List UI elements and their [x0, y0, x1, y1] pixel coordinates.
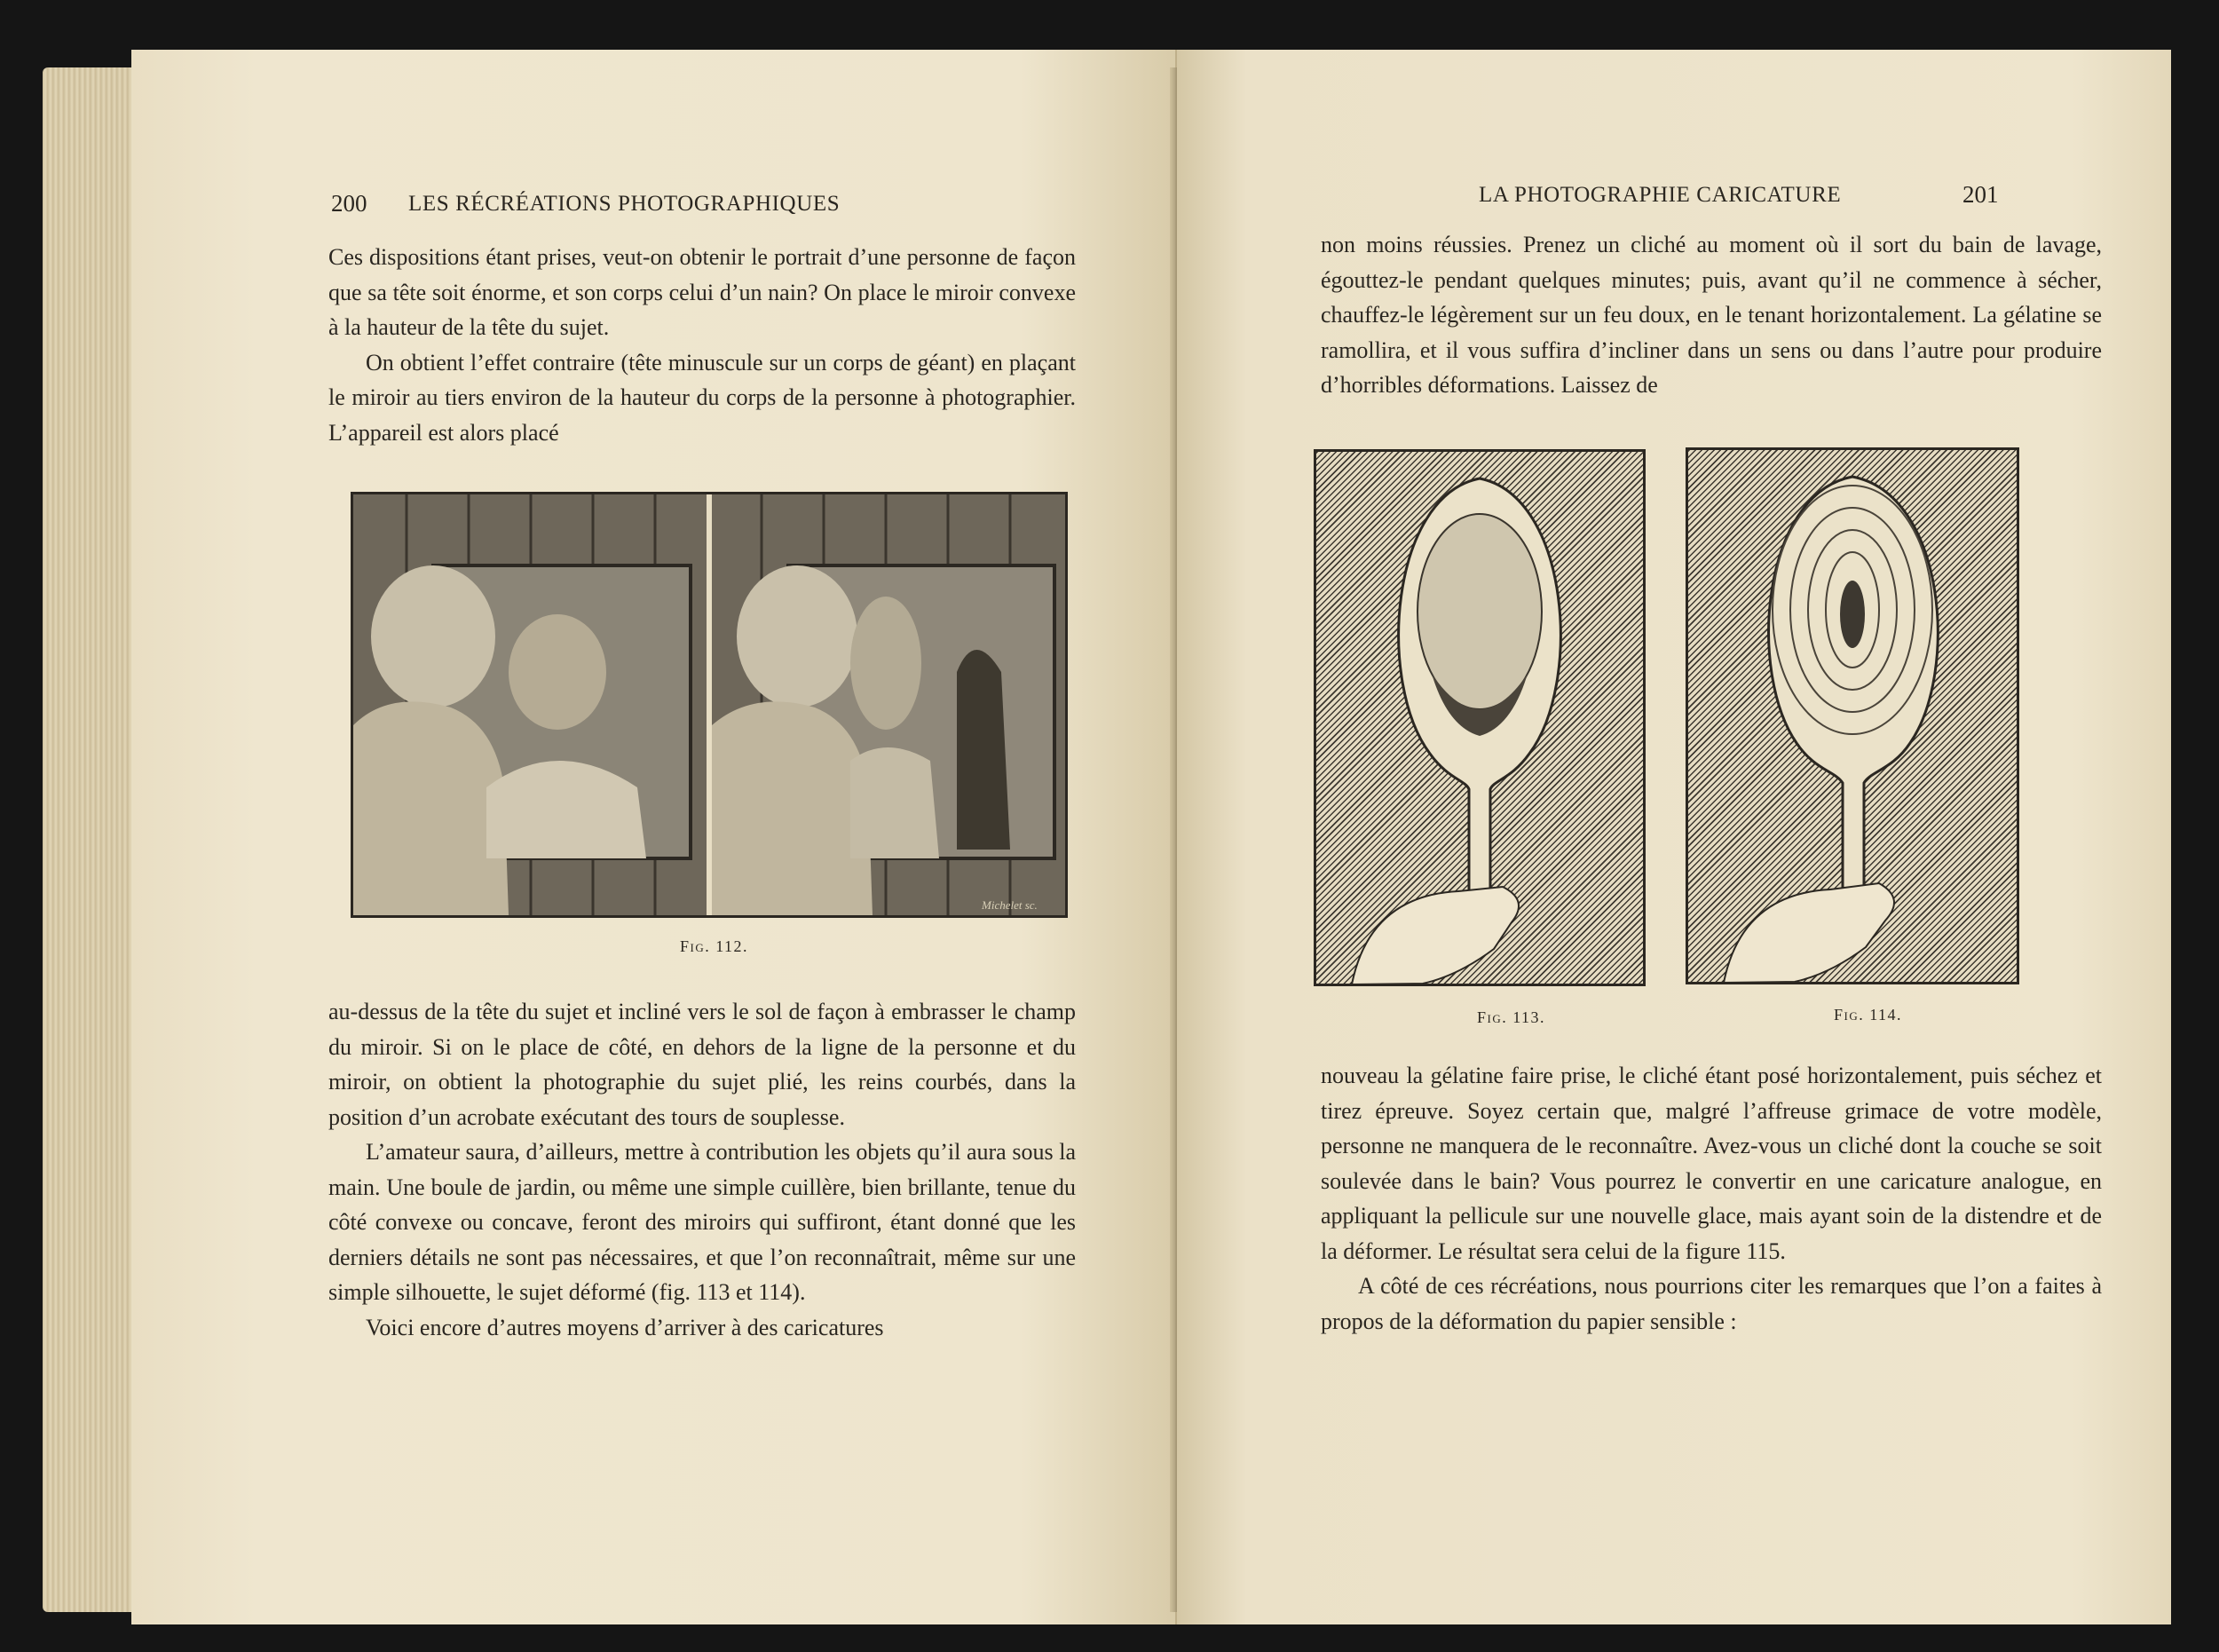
left-text-top [328, 240, 1076, 450]
figure-112-photograph [351, 492, 1068, 918]
figure-signature: Michelet sc. [982, 898, 1038, 912]
left-page [131, 50, 1177, 1624]
paragraph: non moins réussies. Prenez un cliché au moment où il sort du bain de lavage, égouttez-le pendant quelques minutes; puis, avant qu’il ne commence à sécher, chauffez-le légèrement sur un feu doux, en le tenant horizontalement. La gélatine se ramollira, et il vous suffira d’incliner dans un sens ou dans l’autre pour produire d’horribles déformations. Laissez de [1321, 232, 2102, 398]
spoon-convex-illustration [1316, 452, 1643, 984]
figure-113-caption: Fig. 113. [1477, 1008, 1546, 1026]
right-page-number: 201 [1962, 181, 1999, 208]
paragraph: Ces dispositions étant prises, veut-on obtenir le portrait d’une personne de façon que sa tête soit énorme, et son corps celui d’un nain? On place le miroir convexe à la hauteur de la tête du sujet. [328, 244, 1076, 340]
paragraph: nouveau la gélatine faire prise, le cliché étant posé horizontalement, puis séchez et tirez épreuve. Soyez certain que, malgré l’affreuse grimace de votre modèle, personne ne manquera de le reconnaître. Avez-vous un cliché dont la couche se soit soulevée dans le bain? Vous pourrez le convertir en une caricature analogue, en appliquant la pellicule sur une nouvelle glace, mais ayant soin de la distendre et de la déformer. Le résultat sera celui de la figure 115. [1321, 1063, 2102, 1264]
figure-114-caption: Fig. 114. [1834, 1006, 1903, 1024]
paragraph: Voici encore d’autres moyens d’arriver à des caricatures [366, 1314, 884, 1340]
open-book [43, 50, 2171, 1624]
figure-112-caption: Fig. 112. [680, 937, 749, 955]
spoon-concave-illustration [1688, 450, 2017, 982]
right-running-head: LA PHOTOGRAPHIE CARICATURE [1479, 183, 1842, 207]
paragraph: A côté de ces récréations, nous pourrions citer les remarques que l’on a faites à propos de la déformation du papier sensible : [1321, 1273, 2102, 1334]
figure-114-engraving [1686, 447, 2019, 984]
paragraph: L’amateur saura, d’ailleurs, mettre à contribution les objets qu’il aura sous la main. Une boule de jardin, ou même une simple cuillère, bien brillante, tenue du côté convexe ou concave, feront des miroirs qui suffiront, étant donné que les derniers détails ne sont pas nécessaires, et que l’on reconnaîtrait, même sur une simple silhouette, le sujet déformé (fig. 113 et 114). [328, 1139, 1076, 1305]
right-page [1177, 50, 2171, 1624]
bust-mirror-illustration [353, 494, 1065, 915]
paragraph: On obtient l’effet contraire (tête minuscule sur un corps de géant) en plaçant le miroir au tiers environ de la hauteur du corps de la personne à photographier. L’appareil est alors placé [328, 349, 1076, 446]
left-running-head: LES RÉCRÉATIONS PHOTOGRAPHIQUES [408, 192, 841, 216]
right-text-bottom [1321, 1058, 2102, 1339]
right-text-top [1321, 227, 2102, 403]
paragraph: au-dessus de la tête du sujet et incliné vers le sol de façon à embrasser le champ du miroir. Si on le place de côté, en dehors de la ligne de la personne et du miroir, on obtient la photographie du sujet plié, les reins courbés, dans la position d’un acrobate exécutant des tours de souplesse. [328, 999, 1076, 1130]
page-edges [43, 67, 140, 1612]
left-text-bottom [328, 994, 1076, 1345]
left-page-number: 200 [331, 190, 367, 217]
figure-113-engraving [1314, 449, 1646, 986]
